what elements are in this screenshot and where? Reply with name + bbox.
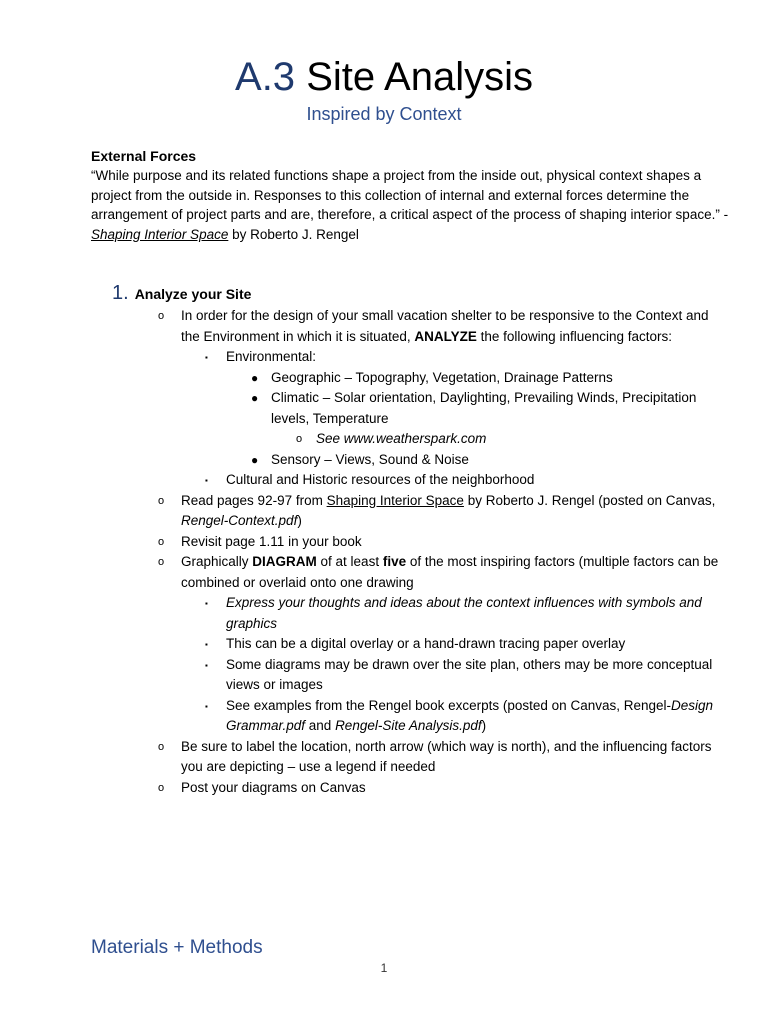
section-title: Analyze your Site (134, 286, 252, 302)
item-text: Revisit page 1.11 in your book (181, 533, 362, 549)
square-bullet-icon: ▪ (205, 701, 208, 711)
item-text: Geographic – Topography, Vegetation, Drainage Patterns (271, 369, 613, 385)
footer-brand: Materials + Methods (91, 937, 263, 958)
item-text: and (305, 718, 336, 733)
item-text: of the most inspiring factors (multiple factors can be combined or overlaid onto one drawing (181, 554, 719, 590)
square-bullet-icon: ▪ (205, 353, 208, 362)
list-item (158, 737, 731, 778)
list-item (158, 306, 731, 347)
list-item (205, 696, 726, 737)
square-bullet-icon: ▪ (205, 640, 208, 649)
circle-bullet-icon: o (158, 781, 165, 794)
item-text: Express your thoughts and ideas about the context influences with symbols and graphics (226, 595, 702, 631)
title-text: Site Analysis (306, 55, 533, 99)
list-item (158, 552, 731, 593)
list-item (205, 593, 726, 634)
circle-bullet-icon: o (158, 535, 165, 548)
item-text: ) (481, 718, 487, 733)
item-text: Some diagrams may be drawn over the site plan, others may be more conceptual views or images (226, 656, 713, 692)
item-text: Read pages 92-97 from (181, 492, 327, 508)
list-item (158, 491, 731, 532)
item-text: In order for the design of your small vacation shelter to be responsive to the Context and the Environment in which it is situated, (181, 308, 709, 344)
circle-bullet-icon: o (158, 740, 165, 753)
item-filename: Rengel-Context.pdf (181, 513, 298, 528)
external-forces-heading: External Forces (91, 148, 197, 164)
task-list (0, 306, 768, 798)
square-bullet-icon: ▪ (205, 476, 208, 485)
list-item (158, 778, 731, 799)
item-text: by Roberto J. Rengel (posted on Canvas, (463, 492, 716, 508)
item-text: the following influencing factors: (476, 328, 673, 344)
square-bullet-icon: ▪ (205, 599, 208, 608)
external-forces-quote (91, 166, 731, 244)
circle-bullet-icon: o (296, 433, 303, 445)
list-item (251, 388, 721, 429)
list-item (158, 532, 731, 553)
item-text: Graphically (181, 554, 253, 569)
item-filename: Rengel-Site Analysis.pdf (335, 718, 482, 733)
item-text: Sensory – Views, Sound & Noise (271, 451, 469, 467)
item-text: Cultural and Historic resources of the neighborhood (226, 472, 535, 487)
circle-bullet-icon: o (158, 494, 165, 507)
section-number: 1. (112, 282, 129, 304)
item-text: See www.weatherspark.com (316, 431, 487, 446)
external-forces-block (91, 146, 731, 244)
dot-bullet-icon: ● (251, 452, 259, 467)
item-text: Environmental: (226, 349, 317, 364)
item-text: of at least (316, 554, 383, 569)
list-item (205, 470, 726, 491)
list-item (251, 368, 721, 389)
item-text: See examples from the Rengel book excerpts (posted on Canvas, Rengel- (226, 697, 671, 713)
item-text: Climatic – Solar orientation, Daylighting, Prevailing Winds, Precipitation levels, Temperature (271, 390, 697, 426)
item-text: ) (297, 513, 302, 528)
list-item (205, 634, 726, 655)
section-heading (112, 282, 732, 305)
item-bold: DIAGRAM (252, 554, 317, 569)
item-filename: Design Grammar.pdf (226, 697, 714, 733)
quote-text: “While purpose and its related functions shape a project from the inside out, physical context shapes a project from the outside in. Responses to this collection of internal and external forces determine the arrangement of project parts and are, therefore, a critical aspect of the process of shaping interior space.” - (91, 168, 729, 223)
item-bold: five (382, 554, 407, 569)
quote-book-title: Shaping Interior Space (91, 226, 229, 242)
dot-bullet-icon: ● (251, 391, 259, 405)
item-text: This can be a digital overlay or a hand-drawn tracing paper overlay (226, 636, 626, 651)
circle-bullet-icon: o (158, 556, 165, 568)
dot-bullet-icon: ● (251, 370, 259, 385)
item-book-title: Shaping Interior Space (326, 492, 464, 508)
list-item (205, 347, 726, 368)
quote-author: by Roberto J. Rengel (228, 226, 359, 242)
circle-bullet-icon: o (158, 310, 165, 322)
page-title (0, 52, 768, 102)
square-bullet-icon: ▪ (205, 660, 208, 670)
item-bold: ANALYZE (414, 328, 477, 344)
title-number: A.3 (235, 55, 296, 99)
item-text: Post your diagrams on Canvas (181, 779, 366, 795)
page-number: 1 (380, 961, 388, 975)
list-item (251, 450, 721, 471)
item-text: Be sure to label the location, north arrow (which way is north), and the influencing factors you are depicting – use a legend if needed (181, 738, 712, 774)
list-item (296, 429, 716, 450)
list-item (205, 655, 726, 696)
page-subtitle: Inspired by Context (306, 104, 462, 124)
